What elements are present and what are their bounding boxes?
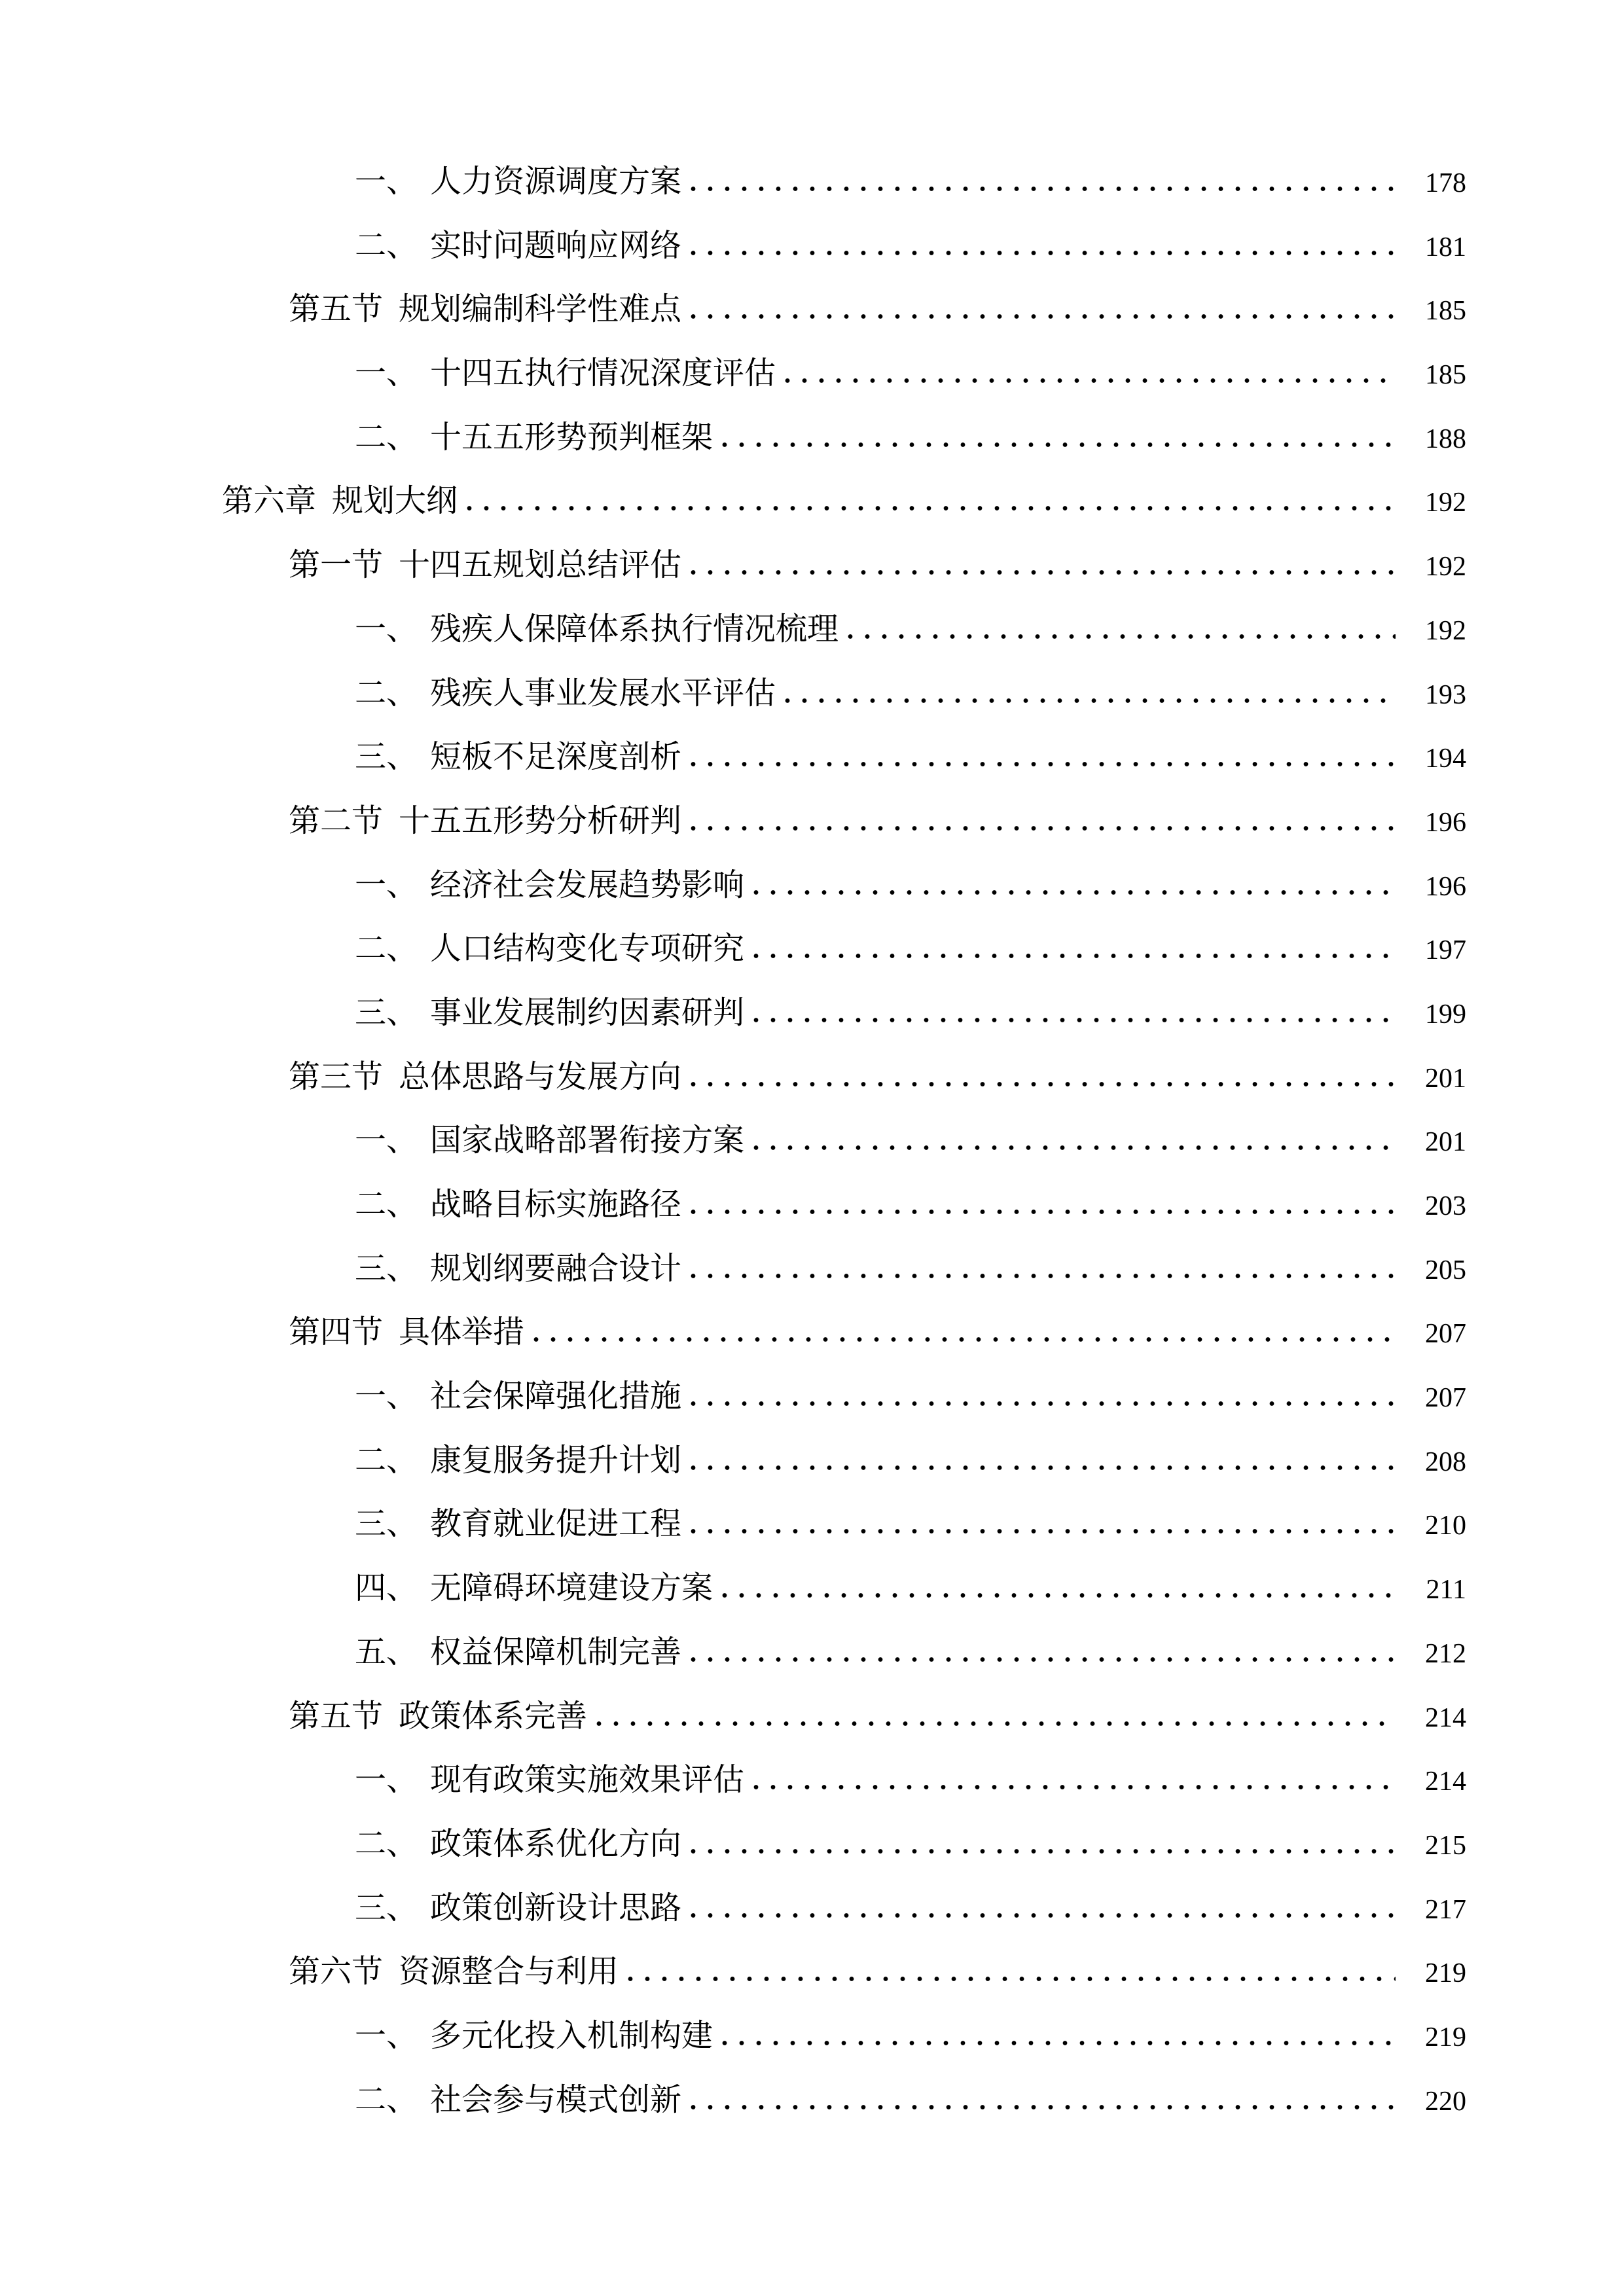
toc-entry[interactable] bbox=[196, 789, 1466, 853]
toc-entry[interactable] bbox=[196, 1621, 1466, 1685]
toc-entry-page: 192 bbox=[1425, 488, 1466, 518]
toc-entry-title: 规划编制科学性难点 bbox=[399, 292, 682, 327]
dot-leader bbox=[753, 953, 1396, 959]
toc-entry-title: 战略目标实施路径 bbox=[430, 1187, 682, 1222]
dot-leader bbox=[467, 505, 1396, 511]
toc-entry-label: 一、 bbox=[355, 356, 418, 391]
toc-entry-title: 社会参与模式创新 bbox=[430, 2082, 682, 2117]
dot-leader bbox=[596, 1721, 1396, 1727]
toc-entry-label: 一、 bbox=[355, 611, 418, 647]
toc-entry-page: 217 bbox=[1425, 1894, 1466, 1925]
toc-entry[interactable] bbox=[196, 469, 1466, 533]
toc-entry-label: 第三节 bbox=[289, 1059, 384, 1094]
toc-entry-title: 残疾人事业发展水平评估 bbox=[430, 675, 776, 711]
toc-entry[interactable] bbox=[196, 1173, 1466, 1237]
toc-entry-label: 五、 bbox=[355, 1634, 418, 1670]
toc-entry-title: 残疾人保障体系执行情况梳理 bbox=[430, 611, 839, 647]
toc-entry-page: 201 bbox=[1425, 1127, 1466, 1158]
toc-entry-page: 214 bbox=[1425, 1767, 1466, 1797]
toc-entry-title: 教育就业促进工程 bbox=[430, 1507, 682, 1542]
dot-leader bbox=[691, 1209, 1396, 1215]
toc-entry-label: 第五节 bbox=[289, 292, 384, 327]
dot-leader bbox=[691, 1465, 1396, 1471]
toc-entry[interactable] bbox=[196, 725, 1466, 789]
dot-leader bbox=[753, 1017, 1396, 1023]
toc-entry-title: 现有政策实施效果评估 bbox=[430, 1763, 745, 1798]
dot-leader bbox=[691, 1912, 1396, 1918]
toc-entry-title: 权益保障机制完善 bbox=[430, 1634, 682, 1670]
toc-entry[interactable] bbox=[196, 981, 1466, 1045]
toc-entry[interactable] bbox=[196, 1109, 1466, 1173]
toc-entry-page: 193 bbox=[1425, 679, 1466, 710]
toc-entry-label: 三、 bbox=[355, 1507, 418, 1542]
dot-leader bbox=[691, 825, 1396, 831]
toc-entry-page: 208 bbox=[1425, 1446, 1466, 1477]
toc-entry-label: 一、 bbox=[355, 164, 418, 199]
toc-entry-title: 事业发展制约因素研判 bbox=[430, 995, 745, 1030]
toc-entry[interactable] bbox=[196, 917, 1466, 981]
toc-entry-label: 二、 bbox=[355, 420, 418, 455]
toc-entry-label: 一、 bbox=[355, 1763, 418, 1798]
toc-entry-page: 199 bbox=[1425, 999, 1466, 1030]
toc-entry-label: 二、 bbox=[355, 675, 418, 711]
toc-entry[interactable] bbox=[196, 662, 1466, 726]
toc-entry-page: 205 bbox=[1425, 1255, 1466, 1285]
toc-entry[interactable] bbox=[196, 406, 1466, 470]
toc-entry-label: 三、 bbox=[355, 740, 418, 775]
toc-entry-label: 一、 bbox=[355, 867, 418, 903]
toc-entry[interactable] bbox=[196, 1812, 1466, 1876]
toc-entry[interactable] bbox=[196, 1876, 1466, 1941]
toc-entry-title: 人力资源调度方案 bbox=[430, 164, 682, 199]
dot-leader bbox=[722, 1592, 1396, 1598]
toc-entry-page: 181 bbox=[1425, 232, 1466, 262]
toc-entry-page: 192 bbox=[1425, 615, 1466, 646]
toc-entry-page: 185 bbox=[1425, 296, 1466, 327]
toc-entry-title: 社会保障强化措施 bbox=[430, 1379, 682, 1414]
dot-leader bbox=[753, 1784, 1396, 1790]
dot-leader bbox=[691, 761, 1396, 767]
toc-entry-title: 十五五形势分析研判 bbox=[399, 803, 682, 838]
toc-entry-title: 实时问题响应网络 bbox=[430, 228, 682, 263]
toc-entry-label: 第六节 bbox=[289, 1954, 384, 1990]
toc-entry[interactable] bbox=[196, 1045, 1466, 1109]
toc-entry[interactable] bbox=[196, 1940, 1466, 2004]
toc-entry-label: 三、 bbox=[355, 1890, 418, 1926]
dot-leader bbox=[691, 186, 1396, 192]
toc-entry-title: 国家战略部署衔接方案 bbox=[430, 1123, 745, 1158]
toc-entry-label: 二、 bbox=[355, 2082, 418, 2117]
toc-entry-title: 规划大纲 bbox=[332, 484, 458, 519]
toc-entry-title: 短板不足深度剖析 bbox=[430, 740, 682, 775]
toc-entry-page: 192 bbox=[1425, 552, 1466, 583]
toc-entry-title: 规划纲要融合设计 bbox=[430, 1251, 682, 1286]
toc-entry-label: 三、 bbox=[355, 995, 418, 1030]
dot-leader bbox=[691, 1657, 1396, 1662]
toc-entry[interactable] bbox=[196, 533, 1466, 598]
toc-entry-label: 一、 bbox=[355, 1123, 418, 1158]
dot-leader bbox=[753, 889, 1396, 895]
toc-entry[interactable] bbox=[196, 214, 1466, 278]
toc-entry-title: 十四五执行情况深度评估 bbox=[430, 356, 776, 391]
toc-entry-title: 无障碍环境建设方案 bbox=[430, 1571, 713, 1606]
toc-entry[interactable] bbox=[196, 853, 1466, 918]
dot-leader bbox=[691, 1848, 1396, 1854]
toc-entry[interactable] bbox=[196, 150, 1466, 214]
dot-leader bbox=[722, 442, 1396, 448]
toc-entry[interactable] bbox=[196, 1556, 1466, 1621]
toc-entry-page: 220 bbox=[1425, 2086, 1466, 2117]
toc-entry-title: 康复服务提升计划 bbox=[430, 1443, 682, 1478]
toc-entry[interactable] bbox=[196, 1429, 1466, 1493]
dot-leader bbox=[691, 314, 1396, 319]
toc-entry-page: 196 bbox=[1425, 871, 1466, 902]
toc-entry[interactable] bbox=[196, 598, 1466, 662]
toc-entry-title: 政策创新设计思路 bbox=[430, 1890, 682, 1926]
dot-leader bbox=[533, 1336, 1396, 1342]
toc-entry[interactable] bbox=[196, 1748, 1466, 1812]
toc-entry-page: 212 bbox=[1425, 1638, 1466, 1669]
toc-entry-title: 总体思路与发展方向 bbox=[399, 1059, 682, 1094]
toc-entry-title: 政策体系优化方向 bbox=[430, 1826, 682, 1861]
toc-entry-page: 196 bbox=[1425, 807, 1466, 838]
toc-entry-label: 二、 bbox=[355, 1826, 418, 1861]
toc-entry-page: 219 bbox=[1425, 2022, 1466, 2053]
dot-leader bbox=[691, 1401, 1396, 1407]
toc-entry-page: 211 bbox=[1426, 1575, 1466, 1605]
toc-entry-label: 一、 bbox=[355, 1379, 418, 1414]
dot-leader bbox=[691, 569, 1396, 575]
toc-entry[interactable] bbox=[196, 2068, 1466, 2132]
toc-entry-title: 十五五形势预判框架 bbox=[430, 420, 713, 455]
toc-entry[interactable] bbox=[196, 1685, 1466, 1749]
toc-entry-page: 178 bbox=[1425, 168, 1466, 198]
toc-entry-label: 二、 bbox=[355, 228, 418, 263]
toc-entry-page: 188 bbox=[1425, 423, 1466, 454]
toc-entry[interactable] bbox=[196, 1492, 1466, 1556]
toc-entry-title: 人口结构变化专项研究 bbox=[430, 931, 745, 967]
toc-entry-label: 二、 bbox=[355, 931, 418, 967]
toc-entry-page: 219 bbox=[1425, 1958, 1466, 1989]
dot-leader bbox=[691, 1273, 1396, 1279]
toc-entry-label: 三、 bbox=[355, 1251, 418, 1286]
dot-leader bbox=[691, 1528, 1396, 1534]
toc-entry-page: 185 bbox=[1425, 360, 1466, 391]
toc-entry-page: 194 bbox=[1425, 744, 1466, 774]
toc-entry[interactable] bbox=[196, 1237, 1466, 1301]
dot-leader bbox=[722, 2040, 1396, 2046]
dot-leader bbox=[753, 1145, 1396, 1151]
toc-entry-label: 二、 bbox=[355, 1187, 418, 1222]
dot-leader bbox=[848, 634, 1396, 639]
toc-entry-page: 214 bbox=[1425, 1702, 1466, 1733]
toc-entry-label: 第一节 bbox=[289, 548, 384, 583]
toc-entry-page: 207 bbox=[1425, 1383, 1466, 1414]
toc-entry-label: 第四节 bbox=[289, 1315, 384, 1350]
toc-entry[interactable] bbox=[196, 1365, 1466, 1429]
dot-leader bbox=[628, 1976, 1396, 1982]
dot-leader bbox=[691, 250, 1396, 256]
toc-entry-page: 215 bbox=[1425, 1830, 1466, 1861]
toc-entry[interactable] bbox=[196, 1300, 1466, 1365]
dot-leader bbox=[691, 1081, 1396, 1087]
toc-entry[interactable] bbox=[196, 342, 1466, 406]
toc-entry[interactable] bbox=[196, 2004, 1466, 2068]
toc-entry-label: 第五节 bbox=[289, 1698, 384, 1734]
toc-entry-title: 十四五规划总结评估 bbox=[399, 548, 682, 583]
dot-leader bbox=[785, 378, 1396, 384]
toc-entry-title: 经济社会发展趋势影响 bbox=[430, 867, 745, 903]
toc-entry-page: 201 bbox=[1425, 1063, 1466, 1094]
toc-entry-page: 207 bbox=[1425, 1319, 1466, 1350]
dot-leader bbox=[785, 698, 1396, 704]
toc-entry-label: 第六章 bbox=[222, 484, 317, 519]
toc-entry-page: 197 bbox=[1425, 935, 1466, 966]
toc-entry-label: 第二节 bbox=[289, 803, 384, 838]
toc-entry-label: 二、 bbox=[355, 1443, 418, 1478]
toc-entry-title: 政策体系完善 bbox=[399, 1698, 588, 1734]
toc-entry-title: 资源整合与利用 bbox=[399, 1954, 619, 1990]
toc-entry-page: 210 bbox=[1425, 1511, 1466, 1541]
toc-entry-page: 203 bbox=[1425, 1191, 1466, 1221]
dot-leader bbox=[691, 2104, 1396, 2110]
toc-entry-title: 多元化投入机制构建 bbox=[430, 2018, 713, 2053]
toc-entry-title: 具体举措 bbox=[399, 1315, 525, 1350]
toc-entry-label: 一、 bbox=[355, 2018, 418, 2053]
toc-entry[interactable] bbox=[196, 278, 1466, 342]
toc-entry-label: 四、 bbox=[355, 1571, 418, 1606]
